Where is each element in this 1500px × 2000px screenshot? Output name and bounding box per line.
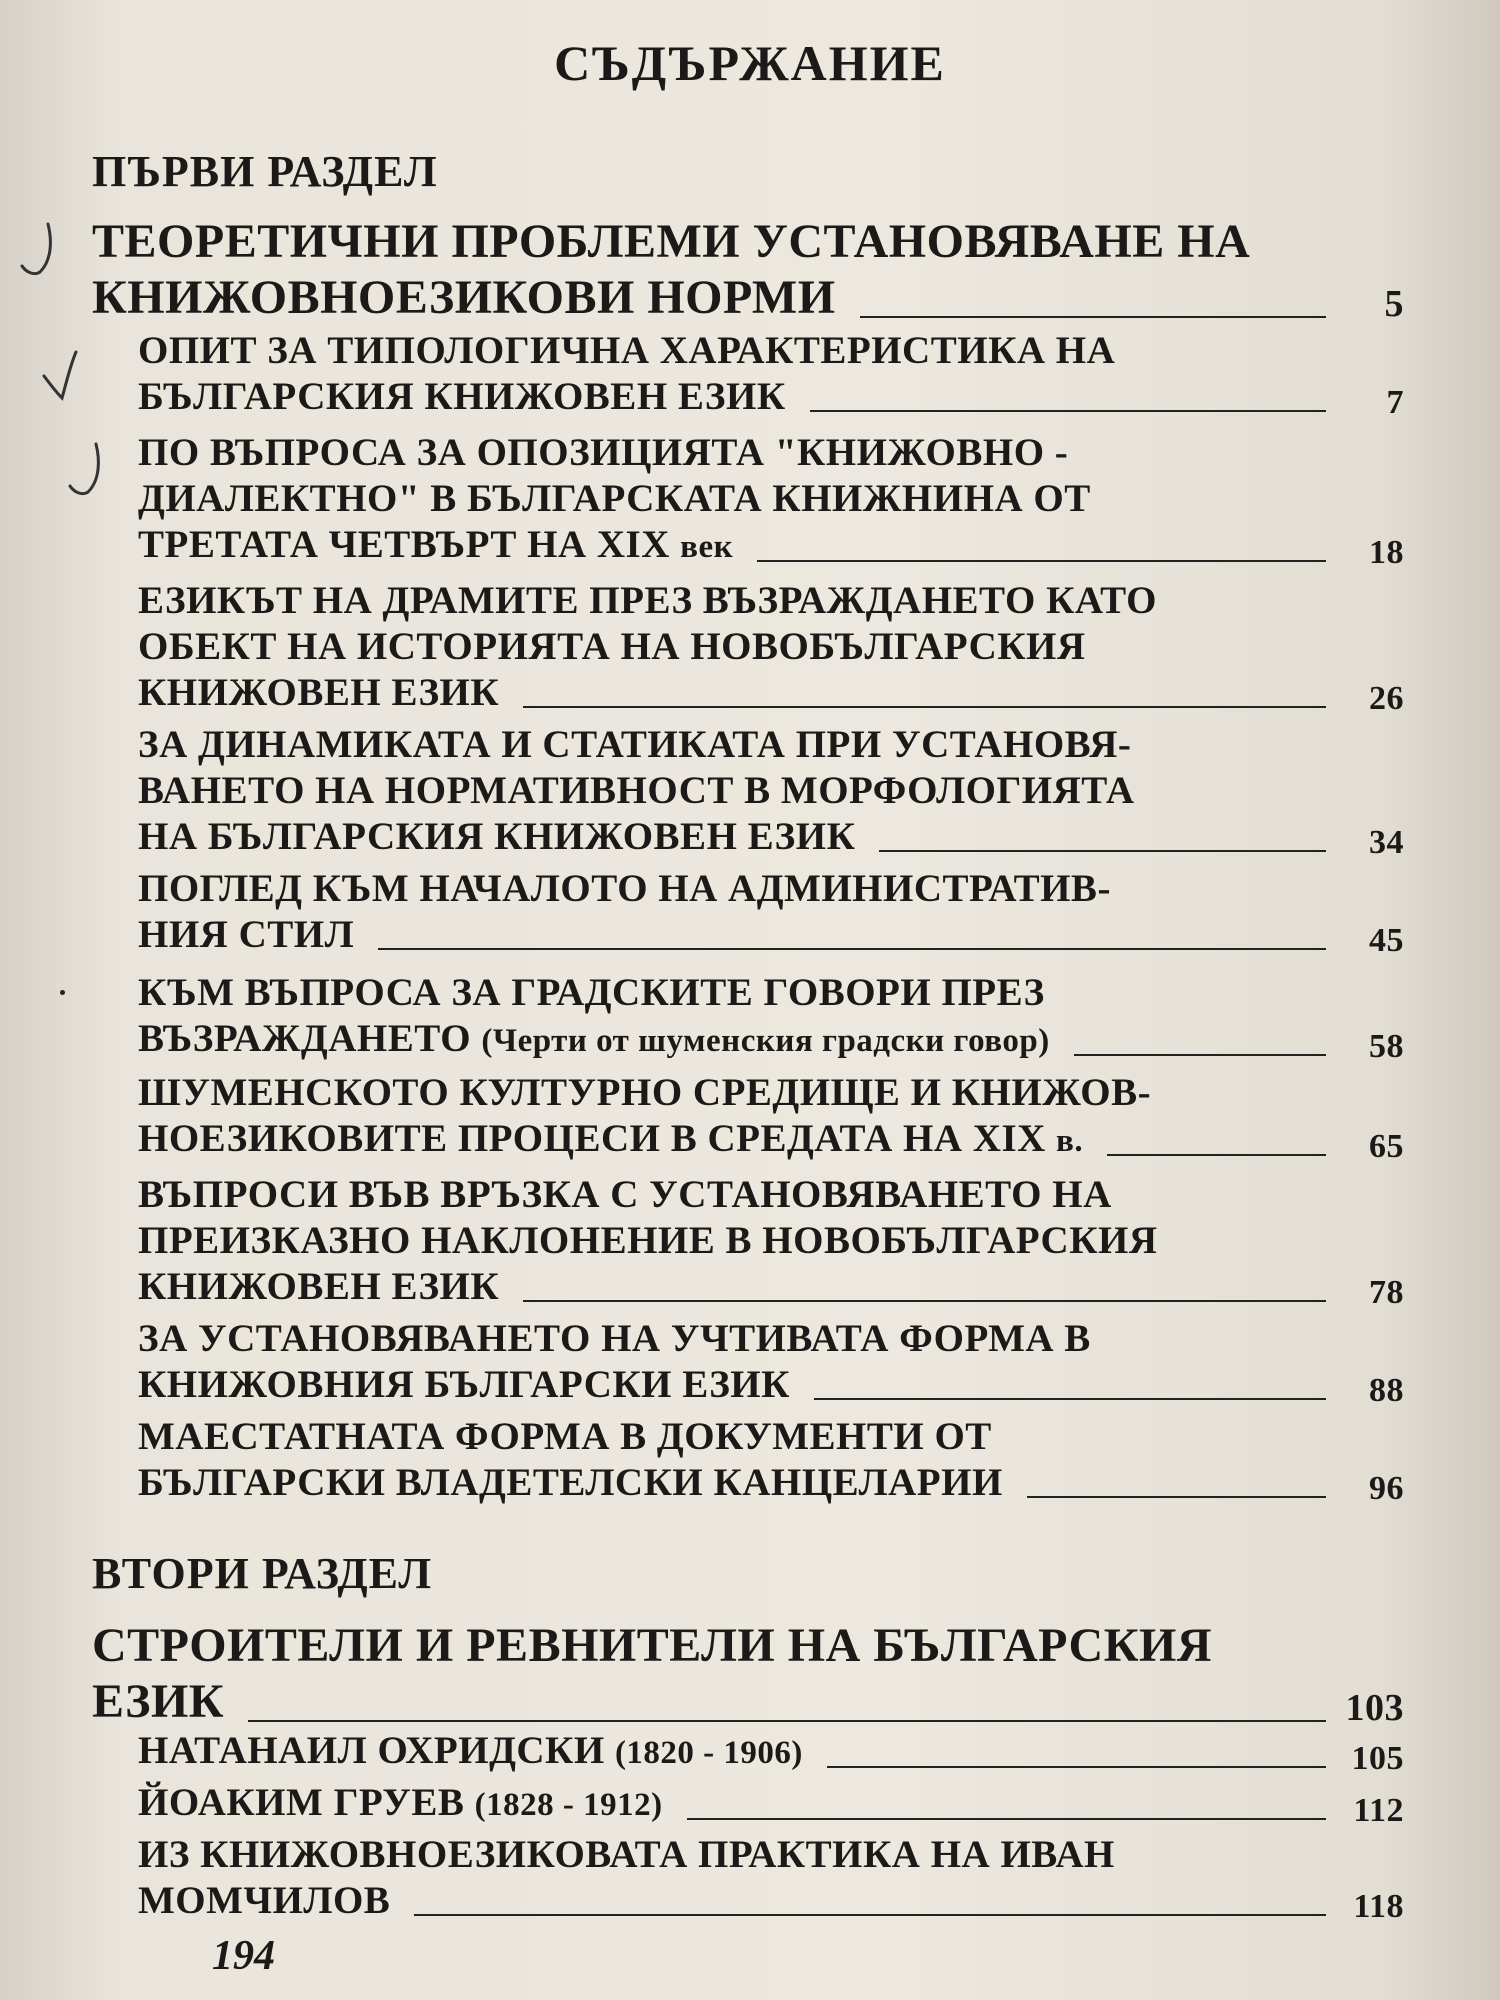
toc-entry-5[interactable] [138,866,1404,958]
entry-line: КНИЖОВЕН ЕЗИК [138,671,500,714]
leader-rule [523,1298,1326,1302]
entry-line: БЪЛГАРСКИ ВЛАДЕТЕЛСКИ КАНЦЕЛАРИИ [138,1461,1003,1504]
entry-line: ВЪПРОСИ ВЪВ ВРЪЗКА С УСТАНОВЯВАНЕТО НА [138,1173,1112,1216]
part-2-line-2: ЕЗИК [92,1675,225,1728]
toc-entry-2[interactable] [138,430,1404,570]
page-number: 5 [1384,283,1404,325]
entry-line: НОЕЗИКОВИТЕ ПРОЦЕСИ В СРЕДАТА НА XIX [138,1117,1046,1160]
toc-entry-3[interactable] [138,578,1404,716]
toc-entry-6[interactable] [138,970,1404,1064]
page-number: 112 [1353,1792,1404,1829]
handwritten-check-icon [18,220,58,280]
entry-suffix: (1828 - 1912) [474,1787,663,1823]
entry-line: КЪМ ВЪПРОСА ЗА ГРАДСКИТЕ ГОВОРИ ПРЕЗ [138,971,1045,1014]
handwritten-check-icon [40,346,80,406]
leader-rule [879,848,1326,852]
entry-line: ТРЕТАТА ЧЕТВЪРТ НА XIX [138,523,670,566]
leader-rule [687,1816,1326,1820]
entry-line: ЕЗИКЪТ НА ДРАМИТЕ ПРЕЗ ВЪЗРАЖДАНЕТО КАТО [138,579,1157,622]
entry-suffix: (Черти от шуменския градски говор) [481,1023,1050,1059]
leader-rule [814,1396,1326,1400]
entry-line: БЪЛГАРСКИЯ КНИЖОВЕН ЕЗИК [138,375,786,418]
leader-rule [248,1718,1326,1722]
toc-entry-8[interactable] [138,1172,1404,1310]
page-number: 7 [1386,384,1404,421]
part-1-line-1: ТЕОРЕТИЧНИ ПРОБЛЕМИ УСТАНОВЯВАНЕ НА [92,215,1251,268]
toc-entry-1[interactable] [138,328,1404,420]
page-title: СЪДЪРЖАНИЕ [554,35,946,91]
toc-entry-7[interactable] [138,1070,1404,1164]
entry-suffix: (1820 - 1906) [614,1735,803,1771]
entry-line: КНИЖОВЕН ЕЗИК [138,1265,500,1308]
toc-entry-11[interactable] [138,1728,1404,1776]
entry-line: НАТАНАИЛ ОХРИДСКИ [138,1729,605,1772]
toc-entry-4[interactable] [138,722,1404,860]
leader-rule [1074,1052,1326,1056]
toc-entry-13[interactable] [138,1832,1404,1924]
leader-rule [757,558,1326,562]
entry-line: ДИАЛЕКТНО" В БЪЛГАРСКАТА КНИЖНИНА ОТ [138,477,1091,520]
toc-part-1[interactable] [92,214,1404,326]
ink-dot [60,990,65,995]
entry-suffix: в. [1056,1123,1084,1159]
page-number: 58 [1369,1028,1404,1065]
leader-rule [414,1912,1326,1916]
entry-line: ПРЕИЗКАЗНО НАКЛОНЕНИЕ В НОВОБЪЛГАРСКИЯ [138,1219,1158,1262]
page-number: 65 [1369,1128,1404,1165]
entry-line: ПОГЛЕД КЪМ НАЧАЛОТО НА АДМИНИСТРАТИВ- [138,867,1111,910]
page-number: 45 [1369,922,1404,959]
entry-line: ИЗ КНИЖОВНОЕЗИКОВАТА ПРАКТИКА НА ИВАН [138,1833,1115,1876]
entry-line: ЙОАКИМ ГРУЕВ [138,1781,465,1824]
page-number: 96 [1369,1470,1404,1507]
page-number: 118 [1353,1888,1404,1925]
entry-line: МОМЧИЛОВ [138,1879,391,1922]
entry-line: ПО ВЪПРОСА ЗА ОПОЗИЦИЯТА "КНИЖОВНО - [138,431,1069,474]
entry-suffix: век [680,529,734,565]
leader-rule [860,314,1326,318]
leader-rule [1107,1152,1326,1156]
entry-line: ЗА ДИНАМИКАТА И СТАТИКАТА ПРИ УСТАНОВЯ- [138,723,1132,766]
entry-line: ЗА УСТАНОВЯВАНЕТО НА УЧТИВАТА ФОРМА В [138,1317,1091,1360]
entry-line: ВАНЕТО НА НОРМАТИВНОСТ В МОРФОЛОГИЯТА [138,769,1135,812]
toc-entry-12[interactable] [138,1780,1404,1828]
toc-entry-10[interactable] [138,1414,1404,1506]
page-number: 18 [1369,534,1404,571]
leader-rule [810,408,1326,412]
section-heading-2: ВТОРИ РАЗДЕЛ [92,1549,433,1598]
page-folio: 194 [212,1933,275,1979]
entry-line: НА БЪЛГАРСКИЯ КНИЖОВЕН ЕЗИК [138,815,856,858]
entry-line: КНИЖОВНИЯ БЪЛГАРСКИ ЕЗИК [138,1363,790,1406]
entry-line: ВЪЗРАЖДАНЕТО [138,1017,472,1060]
leader-rule [1027,1494,1326,1498]
section-heading-1: ПЪРВИ РАЗДЕЛ [92,147,438,196]
page-number: 34 [1369,824,1404,861]
leader-rule [378,946,1326,950]
entry-line: ШУМЕНСКОТО КУЛТУРНО СРЕДИЩЕ И КНИЖОВ- [138,1071,1152,1114]
toc-entry-9[interactable] [138,1316,1404,1408]
entry-line: НИЯ СТИЛ [138,913,355,956]
entry-line: ОБЕКТ НА ИСТОРИЯТА НА НОВОБЪЛГАРСКИЯ [138,625,1086,668]
page-number: 78 [1369,1274,1404,1311]
leader-rule [523,704,1326,708]
handwritten-check-icon [66,440,106,500]
part-1-line-2: КНИЖОВНОЕЗИКОВИ НОРМИ [92,271,836,324]
toc-part-2[interactable] [92,1618,1404,1730]
entry-line: МАЕСТАТНАТА ФОРМА В ДОКУМЕНТИ ОТ [138,1415,992,1458]
page-number: 105 [1351,1740,1404,1777]
leader-rule [827,1764,1326,1768]
page-number: 26 [1369,680,1404,717]
page-number: 103 [1345,1687,1404,1729]
page-number: 88 [1369,1372,1404,1409]
part-2-line-1: СТРОИТЕЛИ И РЕВНИТЕЛИ НА БЪЛГАРСКИЯ [92,1619,1212,1672]
entry-line: ОПИТ ЗА ТИПОЛОГИЧНА ХАРАКТЕРИСТИКА НА [138,329,1116,372]
